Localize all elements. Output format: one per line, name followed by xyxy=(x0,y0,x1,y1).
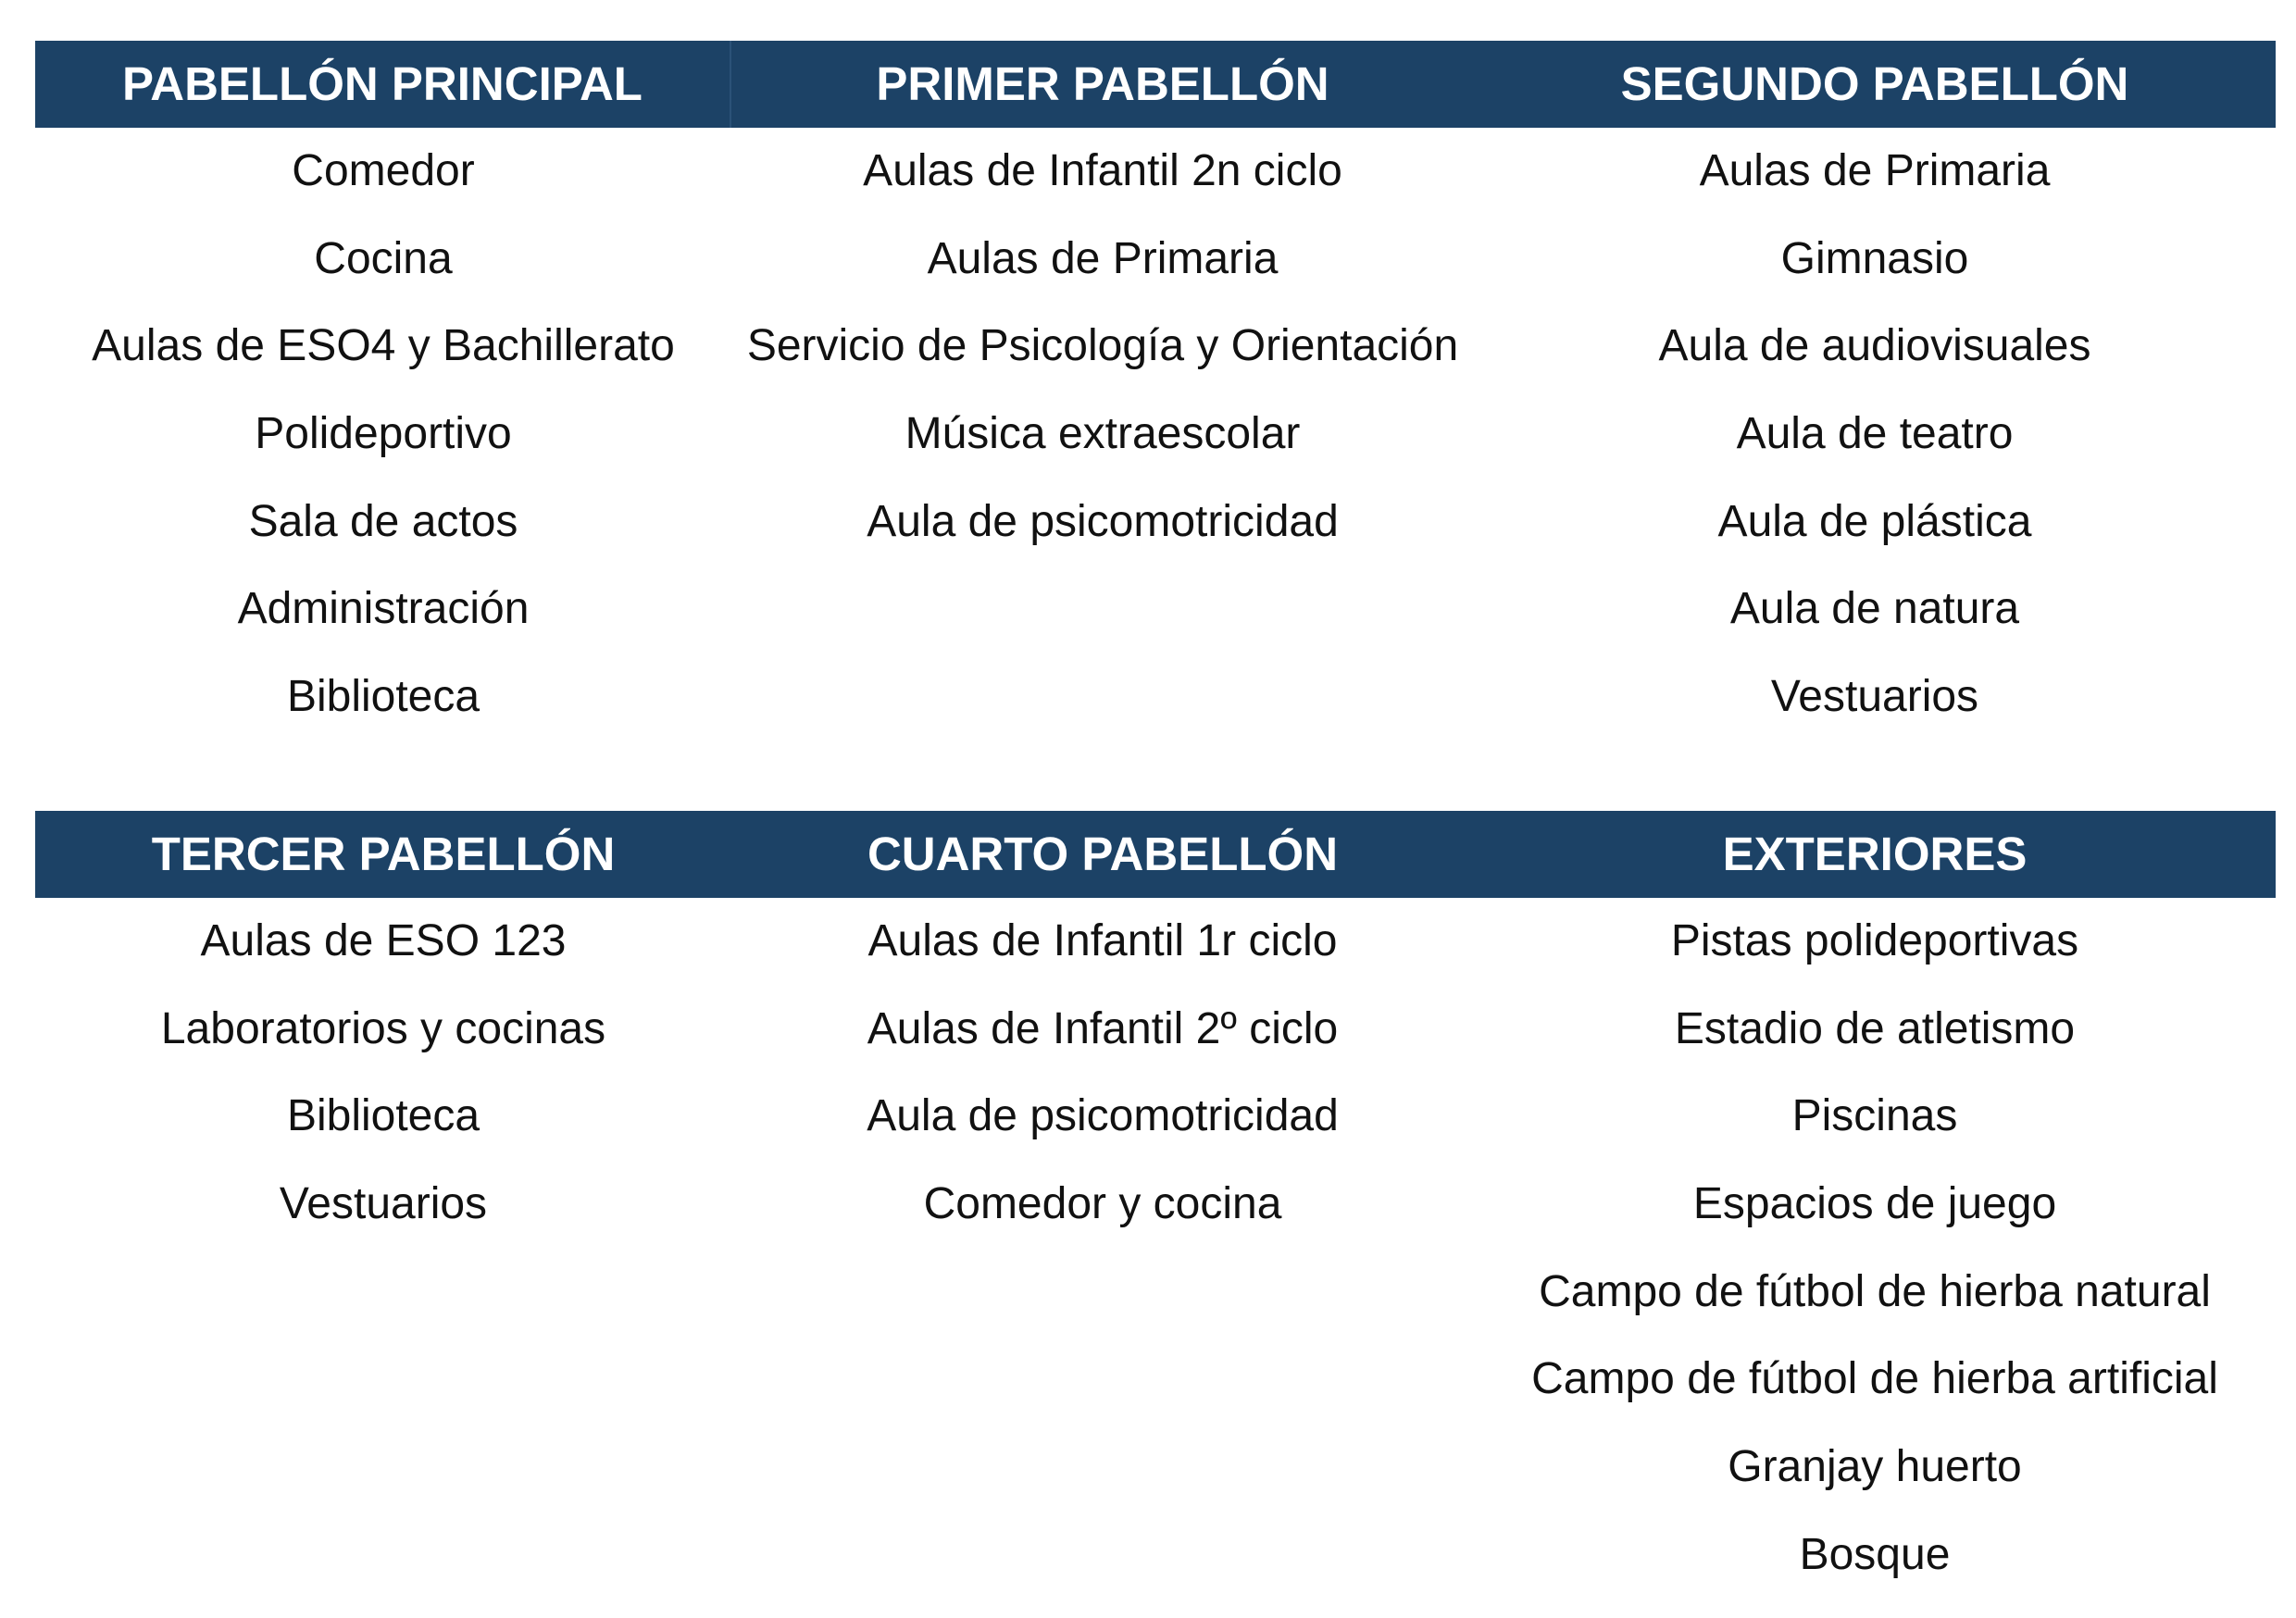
list-item: Estadio de atletismo xyxy=(1674,1003,2076,1053)
header-pabellon-principal: PABELLÓN PRINCIPAL xyxy=(35,41,731,128)
top-body-row xyxy=(35,128,2276,741)
list-item: Gimnasio xyxy=(1780,233,1969,283)
list-item: Piscinas xyxy=(1791,1091,1958,1141)
list-item: Pistas polideportivas xyxy=(1670,916,2079,965)
list-item: Aulas de Primaria xyxy=(927,233,1279,283)
list-item: Aulas de Infantil 2n ciclo xyxy=(863,146,1342,195)
list-item: Espacios de juego xyxy=(1692,1179,2057,1229)
list-item: Granjay huerto xyxy=(1728,1442,2022,1492)
list-item: Aulas de ESO 123 xyxy=(200,916,567,965)
list-item: Comedor xyxy=(292,146,475,195)
list-item: Aulas de ESO4 y Bachillerato xyxy=(92,321,675,371)
list-item: Sala de actos xyxy=(248,496,518,546)
exteriores-list xyxy=(1474,898,2276,1599)
tercer-pabellon-list xyxy=(35,898,731,1599)
list-item: Aula de plástica xyxy=(1717,496,2032,546)
list-item: Campo de fútbol de hierba artificial xyxy=(1531,1354,2218,1404)
list-item: Cocina xyxy=(314,233,453,283)
list-item: Laboratorios y cocinas xyxy=(160,1003,606,1053)
header-primer-pabellon: PRIMER PABELLÓN xyxy=(876,57,1329,110)
list-item: Campo de fútbol de hierba natural xyxy=(1539,1266,2211,1316)
list-item: Aulas de Primaria xyxy=(1699,146,2051,195)
list-item: Servicio de Psicología y Orientación xyxy=(746,321,1459,371)
cuarto-pabellon-list xyxy=(731,898,1474,1599)
list-item: Vestuarios xyxy=(1770,672,1979,722)
primer-pabellon-list xyxy=(731,128,1474,741)
list-item: Aula de audiovisuales xyxy=(1658,321,2091,371)
segundo-pabellon-list xyxy=(1474,128,2276,741)
list-item: Aula de psicomotricidad xyxy=(867,496,1339,546)
list-item: Biblioteca xyxy=(286,1091,480,1141)
pabellon-principal-list xyxy=(35,128,731,741)
header-exteriores: EXTERIORES xyxy=(1722,828,2028,880)
header-tercer-pabellon: TERCER PABELLÓN xyxy=(151,828,616,880)
top-section xyxy=(35,41,2276,741)
list-item: Vestuarios xyxy=(279,1179,488,1229)
list-item: Administración xyxy=(237,584,530,634)
list-item: Aulas de Infantil 1r ciclo xyxy=(867,916,1338,965)
list-item: Aula de psicomotricidad xyxy=(867,1091,1339,1141)
list-item: Biblioteca xyxy=(286,672,480,722)
header-segundo-pabellon: SEGUNDO PABELLÓN xyxy=(1620,57,2129,110)
list-item: Comedor y cocina xyxy=(923,1179,1282,1229)
top-header-bar xyxy=(35,41,2276,128)
list-item: Aula de teatro xyxy=(1736,409,2014,459)
list-item: Bosque xyxy=(1799,1529,1951,1579)
list-item: Música extraescolar xyxy=(905,409,1301,459)
header-cuarto-pabellon: CUARTO PABELLÓN xyxy=(867,828,1339,880)
bottom-body-row xyxy=(35,898,2276,1599)
bottom-header-bar xyxy=(35,811,2276,898)
list-item: Aulas de Infantil 2º ciclo xyxy=(867,1003,1339,1053)
list-item: Aula de natura xyxy=(1729,584,2020,634)
list-item: Polideportivo xyxy=(255,409,512,459)
bottom-section xyxy=(35,811,2276,1599)
